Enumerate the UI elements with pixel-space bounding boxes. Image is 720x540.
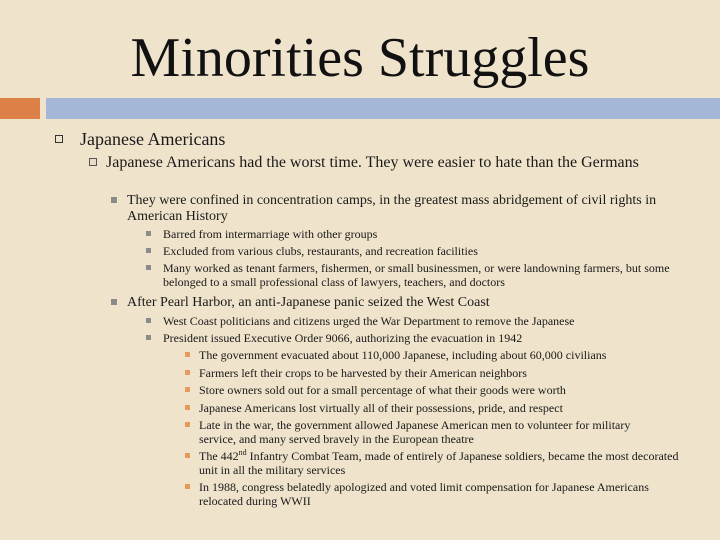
- orange-square-bullet-icon: [185, 352, 190, 357]
- level5-text: Japanese Americans lost virtually all of their possessions, pride, and respect: [199, 401, 563, 415]
- orange-square-bullet-icon: [185, 405, 190, 410]
- level5-text: In 1988, congress belatedly apologized and voted limit compensation for Japanese Americans relocated during WWII: [199, 480, 649, 508]
- orange-square-bullet-icon: [185, 484, 190, 489]
- level1-text: Japanese Americans: [80, 129, 226, 149]
- orange-square-bullet-icon: [185, 370, 190, 375]
- level4-text: Excluded from various clubs, restaurants, and recreation facilities: [163, 244, 478, 258]
- solid-square-bullet-icon: [111, 197, 117, 203]
- solid-square-bullet-icon: [146, 231, 151, 236]
- level4-text: Barred from intermarriage with other groups: [163, 227, 378, 241]
- accent-bar-blue: [46, 98, 720, 119]
- level5-text: The government evacuated about 110,000 Japanese, including about 60,000 civilians: [199, 348, 607, 362]
- solid-square-bullet-icon: [146, 265, 151, 270]
- accent-bar-orange: [0, 98, 40, 119]
- level5-text: Store owners sold out for a small percentage of what their goods were worth: [199, 383, 566, 397]
- slide-title: Minorities Struggles: [130, 27, 590, 89]
- hollow-square-bullet-icon: [55, 135, 63, 143]
- level5-text: Late in the war, the government allowed Japanese American men to volunteer for military service, and many served bravely in the European theatre: [199, 418, 631, 446]
- level5-text: Farmers left their crops to be harvested by their American neighbors: [199, 366, 527, 380]
- team-ordinal-suffix: nd: [238, 448, 247, 457]
- level4-text: Many worked as tenant farmers, fishermen, or small businessmen, or were landowning farmers, but some belonged to a small professional class of lawyers, teachers, and doctors: [163, 261, 670, 289]
- hollow-square-bullet-icon: [89, 158, 97, 166]
- level3-text-panic: After Pearl Harbor, an anti-Japanese panic seized the West Coast: [127, 295, 490, 310]
- solid-square-bullet-icon: [111, 299, 117, 305]
- orange-square-bullet-icon: [185, 422, 190, 427]
- solid-square-bullet-icon: [146, 318, 151, 323]
- solid-square-bullet-icon: [146, 335, 151, 340]
- level4-text: West Coast politicians and citizens urged the War Department to remove the Japanese: [163, 314, 575, 328]
- team-suffix: Infantry Combat Team, made of entirely of Japanese soldiers, became the most decorated unit in all the military services: [199, 449, 679, 477]
- level3-text-confinement: They were confined in concentration camps, in the greatest mass abridgement of civil rights in American History: [127, 193, 657, 224]
- team-prefix: The 442: [199, 449, 239, 463]
- level4-text: President issued Executive Order 9066, authorizing the evacuation in 1942: [163, 331, 523, 345]
- orange-square-bullet-icon: [185, 387, 190, 392]
- orange-square-bullet-icon: [185, 453, 190, 458]
- level2-text: Japanese Americans had the worst time. They were easier to hate than the Germans: [106, 154, 639, 171]
- level5-text-infantry: [199, 449, 679, 477]
- solid-square-bullet-icon: [146, 248, 151, 253]
